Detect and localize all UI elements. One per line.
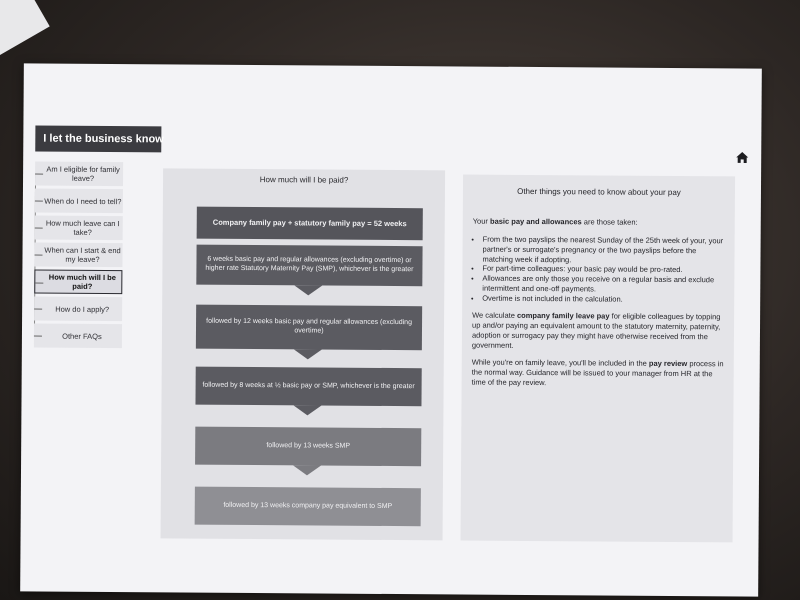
flow-arrow (293, 465, 321, 475)
nav-item-how-to-apply[interactable]: How do I apply? (34, 297, 122, 322)
total-pay-box: Company family pay + statutory family pay = 52 weeks (197, 207, 423, 241)
other-info-title: Other things you need to know about your pay (517, 186, 681, 198)
nav-item-when-to-tell[interactable]: When do I need to tell? (35, 189, 123, 214)
pay-step-1: 6 weeks basic pay and regular allowances (excluding overtime) or higher rate Statutory Maternity Pay (SMP), whichever is the greater (196, 245, 422, 287)
home-icon[interactable] (735, 150, 749, 164)
pay-step-3: followed by 8 weeks at ½ basic pay or SMP, whichever is the greater (195, 367, 421, 407)
nav-item-how-much-leave[interactable]: How much leave can I take? (35, 216, 123, 241)
basic-pay-intro: Your basic pay and allowances are those taken: (472, 216, 638, 228)
pay-step-5: followed by 13 weeks company pay equivalent to SMP (195, 487, 421, 527)
section-title: I let the business know (35, 126, 161, 153)
pay-review-paragraph: While you're on family leave, you'll be included in the pay review process in the normal way. Guidance will be issued to your manager from HR at the time of the pay review. (471, 357, 724, 387)
list-item: • From the two payslips the nearest Sunday of the 25th week of your, your partner's or surrogate's pregnancy or the two payslips before the matching week if adopting. (482, 235, 724, 266)
flow-arrow (294, 349, 322, 359)
basic-pay-list (472, 235, 724, 305)
nav-item-eligibility[interactable]: Am I eligible for family leave? (35, 162, 123, 187)
flow-arrow (293, 405, 321, 415)
nav-item-other-faqs[interactable]: Other FAQs (34, 324, 122, 349)
nav-item-start-end-leave[interactable]: When can I start & end my leave? (34, 243, 122, 268)
list-item: • For part-time colleagues: your basic pay would be pro-rated. (482, 264, 724, 275)
nav-item-how-much-paid[interactable]: How much will I be paid? (34, 270, 122, 295)
pay-panel-title: How much will I be paid? (259, 175, 349, 185)
list-item: • Allowances are only those you receive on a regular basis and exclude intermittent and one-off payments. (482, 274, 724, 295)
side-navigation (34, 162, 123, 352)
pay-step-2: followed by 12 weeks basic pay and regular allowances (excluding overtime) (196, 305, 422, 351)
other-info-panel (461, 174, 736, 542)
list-item: • Overtime is not included in the calculation. (482, 293, 724, 304)
printed-page (20, 63, 762, 596)
company-leave-pay-paragraph: We calculate company family leave pay for eligible colleagues by topping up and/or paying an equivalent amount to the statutory maternity, paternity, adoption or surrogacy pay they might have otherwise received from the government. (471, 310, 721, 350)
pay-step-4: followed by 13 weeks SMP (195, 427, 421, 467)
flow-arrow (294, 285, 322, 295)
pay-flow-panel (161, 168, 446, 540)
